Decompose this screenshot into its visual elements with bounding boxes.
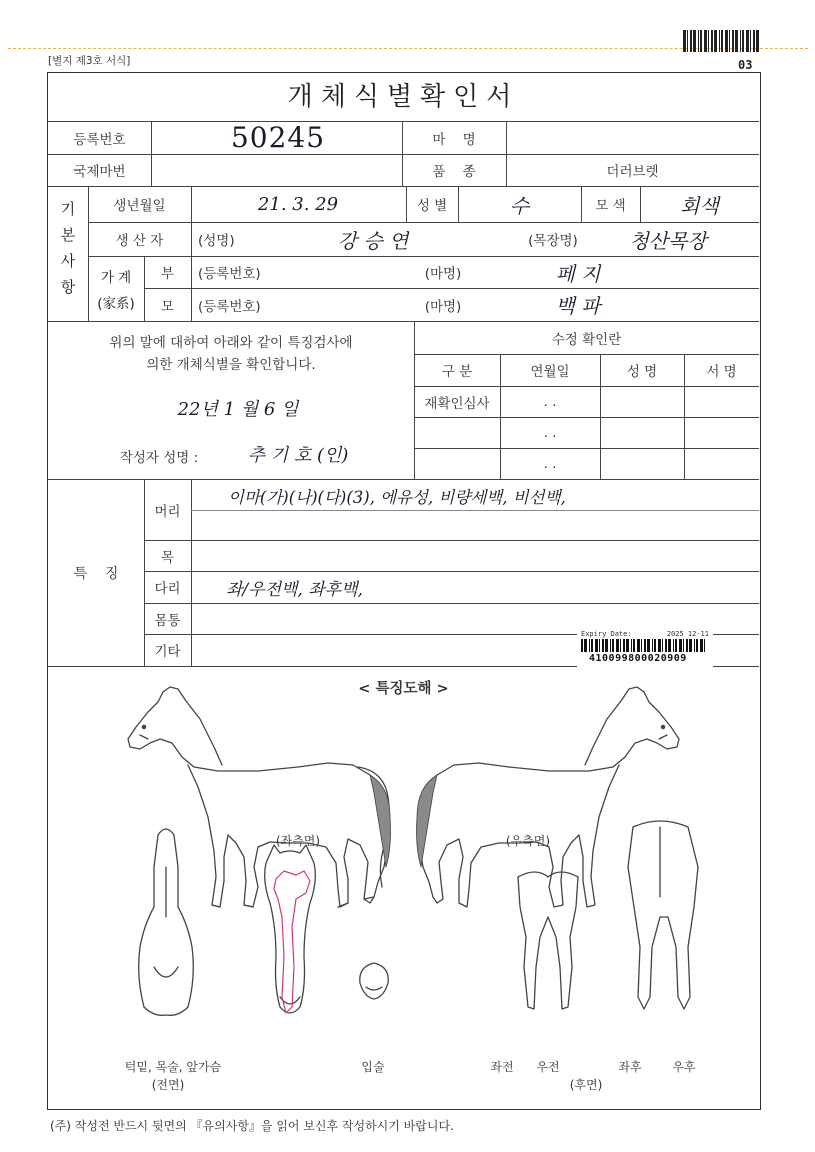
breeder-name: 강 승 연	[337, 228, 409, 253]
writer-value: 추 기 호 (인)	[247, 445, 349, 466]
front-caption-2: (전면)	[151, 1077, 185, 1092]
features-section-label: 특 징	[73, 565, 119, 582]
left-side-horse	[128, 687, 389, 907]
breed-value: 더러브렛	[606, 164, 659, 180]
rear-caption: (후면)	[569, 1077, 603, 1092]
revision-row-kind: 재확인심사	[424, 395, 490, 412]
horse-diagram	[48, 667, 759, 1107]
front-left-caption: 좌전	[490, 1059, 514, 1074]
horse-name-label: 마 명	[432, 131, 476, 148]
revision-row-kind	[414, 448, 500, 479]
dam-name: 백 파	[555, 294, 601, 318]
pedigree-label: 가 계 (家系)	[97, 269, 135, 312]
feature-head-label: 머리	[154, 503, 181, 520]
front-right-caption: 우전	[536, 1059, 560, 1074]
writer-label: 작성자 성명 :	[119, 450, 199, 466]
identification-form	[47, 72, 761, 1110]
expiry-label: Expiry Date:	[581, 630, 632, 638]
intl-no-value	[151, 154, 402, 186]
birth-value: 21. 3. 29	[257, 193, 339, 215]
sex-value: 수	[509, 193, 530, 218]
left-side-caption: (좌측면)	[275, 833, 321, 848]
breed-label: 품 종	[432, 164, 476, 180]
revision-title: 수정 확인란	[551, 331, 622, 348]
feature-etc-value	[198, 634, 578, 666]
hind-left-caption: 좌후	[618, 1059, 642, 1074]
sire-name: 페 지	[555, 261, 601, 286]
feature-etc-label: 기타	[154, 644, 181, 660]
revision-header-kind: 구 분	[441, 364, 473, 380]
muzzle-caption: 입술	[361, 1059, 385, 1074]
birth-label: 생년월일	[113, 198, 166, 214]
front-view-head	[265, 845, 316, 1013]
right-side-caption: (우측면)	[505, 833, 551, 848]
reg-no-value: 50245	[230, 121, 326, 154]
color-value: 회색	[680, 193, 719, 218]
dam-regno-label: (등록번호)	[198, 298, 261, 315]
dam-name-label: (마명)	[424, 298, 462, 315]
sire-label: 부	[160, 266, 175, 282]
basic-section-label: 기 본 사 항	[60, 200, 76, 296]
color-label: 모 색	[595, 198, 626, 214]
sticker-number: 410099800020909	[589, 653, 687, 664]
muzzle-view	[360, 963, 388, 999]
page-number: 03	[738, 58, 753, 72]
front-view-chest	[139, 829, 194, 1015]
sire-name-label: (마명)	[424, 266, 462, 282]
confirm-text-line1: 위의 말에 대하여 아래와 같이 특징검사에	[109, 335, 353, 351]
right-side-horse	[419, 687, 679, 907]
revision-row-date: . .	[543, 455, 557, 472]
sex-label: 성 별	[416, 198, 448, 214]
feature-head-value: 이마(가)(나)(다)(3), 에유성, 비량세백, 비선백,	[228, 488, 566, 507]
top-barcode	[683, 30, 759, 52]
feature-leg-label: 다리	[154, 581, 181, 597]
revision-header-sign: 서 명	[706, 364, 737, 380]
sticker-barcode	[581, 639, 709, 652]
sire-regno-label: (등록번호)	[198, 266, 261, 282]
revision-header-date: 연월일	[530, 364, 570, 380]
rear-view	[628, 821, 698, 1009]
breeder-label: 생 산 자	[115, 233, 164, 249]
feature-neck-value	[198, 540, 758, 571]
reg-no-label: 등록번호	[73, 131, 126, 148]
hind-right-caption: 우후	[672, 1059, 696, 1074]
form-title: 개체식별확인서	[287, 82, 520, 112]
confirm-text-line2: 의한 개체식별을 확인합니다.	[146, 357, 316, 373]
farm-value: 청산목장	[629, 228, 707, 253]
form-number: [별지 제3호 서식]	[48, 55, 131, 67]
breeder-name-label: (성명)	[198, 233, 235, 249]
revision-header-name: 성 명	[626, 364, 658, 380]
revision-row-date: . .	[543, 424, 557, 441]
front-legs-view	[518, 872, 578, 1009]
feature-leg-value: 좌/우전백, 좌후백,	[226, 579, 363, 600]
feature-neck-label: 목	[160, 549, 175, 566]
confirm-date: 22년 1 월 6 일	[177, 399, 299, 420]
revision-row-date: . .	[543, 393, 557, 410]
revision-row-kind	[414, 417, 500, 448]
horse-name-value	[506, 121, 759, 154]
farm-label: (목장명)	[528, 233, 578, 249]
intl-no-label: 국제마번	[73, 164, 126, 180]
feature-body-label: 몸통	[154, 612, 181, 629]
front-caption: 턱밑, 목술, 앞가슴	[124, 1059, 222, 1074]
expiry-value: 2025 12-11	[666, 630, 709, 638]
footer-note: (주) 작성전 반드시 뒷면의 『유의사항』을 읽어 보신후 작성하시기 바랍니다.	[50, 1119, 454, 1133]
diagram-title: < 특징도해 >	[358, 680, 449, 697]
dam-label: 모	[160, 298, 175, 315]
expiry-sticker	[577, 630, 713, 670]
